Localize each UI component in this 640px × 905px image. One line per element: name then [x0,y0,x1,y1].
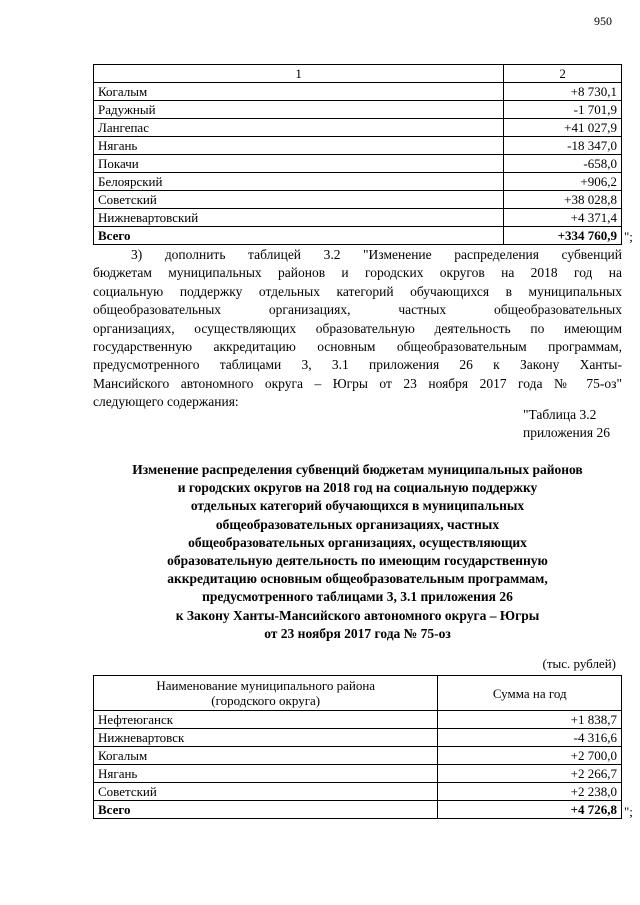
paragraph-line: организациях, осуществляющих образовательную деятельность по имеющим [93,320,622,336]
municipality-name: Нягань [94,765,438,783]
paragraph-line: Мансийского автономного округа – Югры от 23 ноября 2017 года № 75-оз" [93,375,622,391]
amount-value: -658,0 [504,155,622,173]
subvention-changes-table [93,64,622,245]
amount-value: +4 371,4 [504,209,622,227]
table-row [94,119,622,137]
amendment-paragraph [93,246,622,412]
title-line: Изменение распределения субвенций бюджетам муниципальных районов [132,462,583,477]
amount-value: +2 266,7 [438,765,622,783]
title-line: общеобразовательных организациях, частных [215,516,500,532]
column-header-amount: Сумма на год [438,676,622,711]
total-row [94,801,622,819]
table-reference [523,406,610,443]
table-header-row [94,676,622,711]
table-row [94,101,622,119]
table-row [94,137,622,155]
table-row [94,83,622,101]
amount-value: +906,2 [504,173,622,191]
table-row [94,747,622,765]
total-value: +334 760,9 [504,227,622,245]
page-number: 950 [594,14,612,28]
paragraph-line: социальную поддержку отдельных категорий обучающихся в муниципальных [93,283,622,299]
municipality-name: Нефтеюганск [94,711,438,729]
total-label: Всего [94,227,504,245]
table-row [94,783,622,801]
table-closing-quote: "; [624,804,633,819]
table-3-2 [93,675,622,819]
amount-value: -18 347,0 [504,137,622,155]
column-number-1: 1 [94,65,504,83]
municipality-name: Покачи [94,155,504,173]
paragraph-line: следующего содержания: [93,394,239,410]
title-line: общеобразовательных организациях, осуществляющих [188,534,527,550]
title-line: к Закону Ханты-Мансийского автономного округа – Югры [175,607,540,623]
municipality-name: Когалым [94,83,504,101]
title-line: и городских округов на 2018 год на социальную поддержку [177,480,538,496]
table-title [93,461,622,643]
table-row [94,209,622,227]
paragraph-line: бюджетам муниципальных районов и городских округов на 2018 год на [93,265,622,281]
municipality-name: Нижневартовский [94,209,504,227]
column-header-line: (городского округа) [211,693,321,708]
title-line: от 23 ноября 2017 года № 75-оз [264,625,451,641]
total-row [94,227,622,245]
table-reference-line: "Таблица 3.2 [522,407,597,422]
table-row [94,729,622,747]
table-row [94,711,622,729]
municipality-name: Нижневартовск [94,729,438,747]
paragraph-line: 3) дополнить таблицей 3.2 "Изменение распределения субвенций [131,247,622,262]
amount-value: -1 701,9 [504,101,622,119]
municipality-name: Радужный [94,101,504,119]
paragraph-line: государственную аккредитацию основным общеобразовательным программам, [93,338,622,354]
table-row [94,765,622,783]
total-label: Всего [94,801,438,819]
title-line: предусмотренного таблицами 3, 3.1 приложения 26 [202,589,513,605]
municipality-name: Советский [94,783,438,801]
amount-value: +8 730,1 [504,83,622,101]
municipality-name: Белоярский [94,173,504,191]
amount-value: +2 238,0 [438,783,622,801]
paragraph-line: общеобразовательных организациях, частных общеобразовательных [93,302,622,318]
column-number-2: 2 [504,65,622,83]
paragraph-line: предусмотренного таблицами 3, 3.1 приложения 26 к Закону Ханты- [93,357,622,373]
municipality-name: Советский [94,191,504,209]
amount-value: +2 700,0 [438,747,622,765]
title-line: образовательную деятельность по имеющим государственную [167,553,548,569]
table-row [94,155,622,173]
column-header-line: Наименование муниципального района [156,678,376,693]
table-closing-quote: "; [624,229,633,244]
amount-value: +41 027,9 [504,119,622,137]
municipality-name: Когалым [94,747,438,765]
total-value: +4 726,8 [438,801,622,819]
units-label: (тыс. рублей) [542,656,616,671]
title-line: отдельных категорий обучающихся в муниципальных [190,498,525,514]
table-row [94,191,622,209]
table-header-row [94,65,622,83]
amount-value: +38 028,8 [504,191,622,209]
table-reference-line: приложения 26 [522,425,610,441]
municipality-name: Лангепас [94,119,504,137]
table-row [94,173,622,191]
amount-value: -4 316,6 [438,729,622,747]
title-line: аккредитацию основным общеобразовательным программам, [167,571,548,587]
municipality-name: Нягань [94,137,504,155]
column-header-name [94,676,438,711]
amount-value: +1 838,7 [438,711,622,729]
